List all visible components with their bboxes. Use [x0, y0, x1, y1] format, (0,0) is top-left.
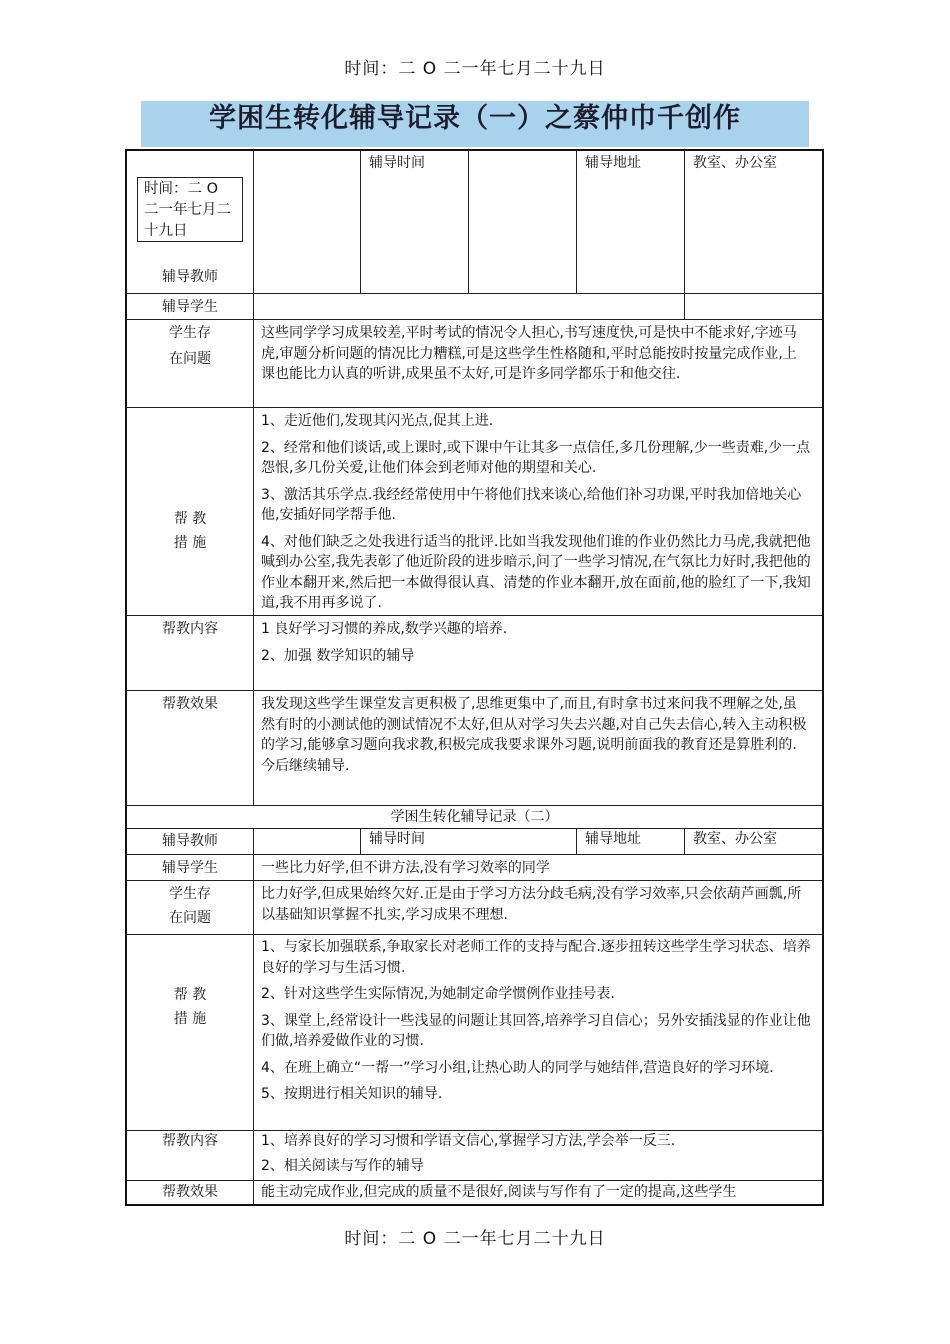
row-divider [127, 934, 822, 935]
place-value: 教室、办公室 [693, 155, 777, 171]
column-divider [360, 828, 361, 854]
place-label: 辅导地址 [585, 831, 641, 847]
content-label: 帮教内容 [162, 1133, 218, 1149]
measure-item: 2、针对这些学生实际情况,为她制定命学惯例作业挂号表. [261, 986, 615, 1002]
problem-label-line: 学生存 [169, 886, 211, 902]
row-divider [127, 854, 822, 855]
content-label: 帮教内容 [162, 621, 218, 637]
problem-text: 这些同学学习成果较差,平时考试的情况令人担心,书写速度快,可是快中不能求好,字迹马虎,审题分析问题的情况比力糟糕,可是这些学生性格随和,平时总能按时按量完成作业,上课也能比力认真的听讲,成果虽不太好,可是许多同学都乐于和他交往. [261, 325, 797, 382]
section-title: 学困生转化辅导记录（二） [390, 809, 559, 825]
measures-label-line: 措 施 [173, 534, 207, 551]
student-value: 一些比力好学,但不讲方法,没有学习效率的同学 [261, 860, 550, 876]
teacher-label: 辅导教师 [162, 269, 218, 285]
column-divider [360, 151, 361, 293]
measures-label [127, 985, 253, 1029]
measure-item: 4、在班上确立“一帮一”学习小组,让热心助人的同学与她结伴,营造良好的学习环境. [261, 1059, 774, 1076]
footer-date: 时间：二 O 二一年七月二十九日 [344, 1229, 606, 1249]
time-label: 辅导时间 [369, 831, 425, 847]
effect-text: 我发现这些学生课堂发言更积极了,思维更集中了,而且,有时拿书过来问我不理解之处,虽然有时的小测试他的测试情况不太好,但从对学习失去兴趣,对自己失去信心,转入主动积极的学习,能够拿习题向我求教,积极完成我要求课外习题,说明前面我的教育还是算胜利的.今后继续辅导. [261, 696, 807, 774]
row-divider [127, 293, 822, 294]
column-divider [576, 828, 577, 854]
content-item: 2、相关阅读与写作的辅导 [261, 1157, 424, 1174]
measures-label [127, 509, 253, 553]
measure-item: 1、与家长加强联系,争取家长对老师工作的支持与配合.逐步扭转这些学生学习状态、培养良好的学习与生活习惯. [261, 939, 811, 976]
problem-label-line: 在问题 [169, 350, 211, 367]
measure-item: 5、按期进行相关知识的辅导. [261, 1086, 443, 1102]
row-divider [127, 319, 822, 320]
problem-label [127, 323, 253, 369]
effect-label: 帮教效果 [162, 696, 218, 712]
measures-label-line: 措 施 [173, 1010, 207, 1027]
measures-list [261, 411, 813, 620]
teacher-label: 辅导教师 [162, 833, 218, 849]
column-divider [253, 151, 254, 805]
record-table [125, 149, 824, 1206]
measure-item: 3、激活其乐学点.我经经常使用中午将他们找来谈心,给他们补习功课,平时我加倍地关心他,安插好同学帮手他. [261, 486, 802, 523]
effect-label: 帮教效果 [162, 1184, 218, 1200]
measures-list [261, 937, 813, 1111]
row-divider [127, 880, 822, 881]
place-value: 教室、办公室 [693, 831, 777, 847]
measures-label-line: 帮 教 [173, 987, 207, 1003]
problem-text: 比力好学,但成果始终欠好.正是由于学习方法分歧毛病,没有学习效率,只会依葫芦画瓢,所以基础知识掌握不扎实,学习成果不理想. [261, 886, 802, 923]
student-label: 辅导学生 [162, 299, 218, 315]
column-divider [684, 151, 685, 319]
measure-item: 3、课堂上,经常设计一些浅显的问题让其回答,培养学习自信心；另外安插浅显的作业让他们做,培养爱做作业的习惯. [261, 1012, 811, 1049]
problem-label [127, 884, 253, 928]
content-item: 2、加强 数学知识的辅导 [261, 647, 415, 664]
content-item: 1、培养良好的学习习惯和学语文信心,掌握学习方法,学会举一反三. [261, 1133, 676, 1149]
header-date: 时间：二 O 二一年七月二十九日 [344, 59, 606, 79]
row-divider [127, 805, 822, 806]
column-divider [253, 828, 254, 1204]
content-list [261, 619, 809, 672]
problem-label-line: 在问题 [169, 909, 211, 926]
row-divider [127, 690, 822, 691]
problem-label-line: 学生存 [169, 325, 211, 341]
measure-item: 4、对他们缺乏之处我进行适当的批评.比如当我发现他们谁的作业仍然比力马虎,我就把他喊到办公室,我先表彰了他近阶段的进步暗示,问了一些学习情况,在气氛比力好时,我把他的作业本翻开来,然后把一本做得很认真、清楚的作业本翻开,放在面前,他的脸红了一下,我知道,我不用再多说了. [261, 533, 811, 611]
student-label: 辅导学生 [162, 860, 218, 876]
effect-text: 能主动完成作业,但完成的质量不是很好,阅读与写作有了一定的提高,这些学生 [261, 1184, 737, 1200]
place-label: 辅导地址 [585, 155, 641, 171]
content-item: 1 良好学习习惯的养成,数学兴趣的培养. [261, 621, 508, 637]
column-divider [576, 151, 577, 293]
content-list [261, 1131, 813, 1182]
measures-label-line: 帮 教 [173, 511, 207, 527]
time-label: 辅导时间 [369, 155, 425, 171]
measure-item: 1、走近他们,发现其闪光点,促其上进. [261, 413, 494, 429]
date-stamp: 时间：二 O 二一年七月二十九日 [137, 177, 243, 242]
page-title: 学困生转化辅导记录（一）之蔡仲巾千创作 [209, 103, 741, 134]
row-divider [127, 407, 822, 408]
measure-item: 2、经常和他们谈话,或上课时,或下课中午让其多一点信任,多几份理解,少一些责难,少一点怨恨,多几份关爱,让他们体会到老师对他的期望和关心. [261, 439, 811, 476]
